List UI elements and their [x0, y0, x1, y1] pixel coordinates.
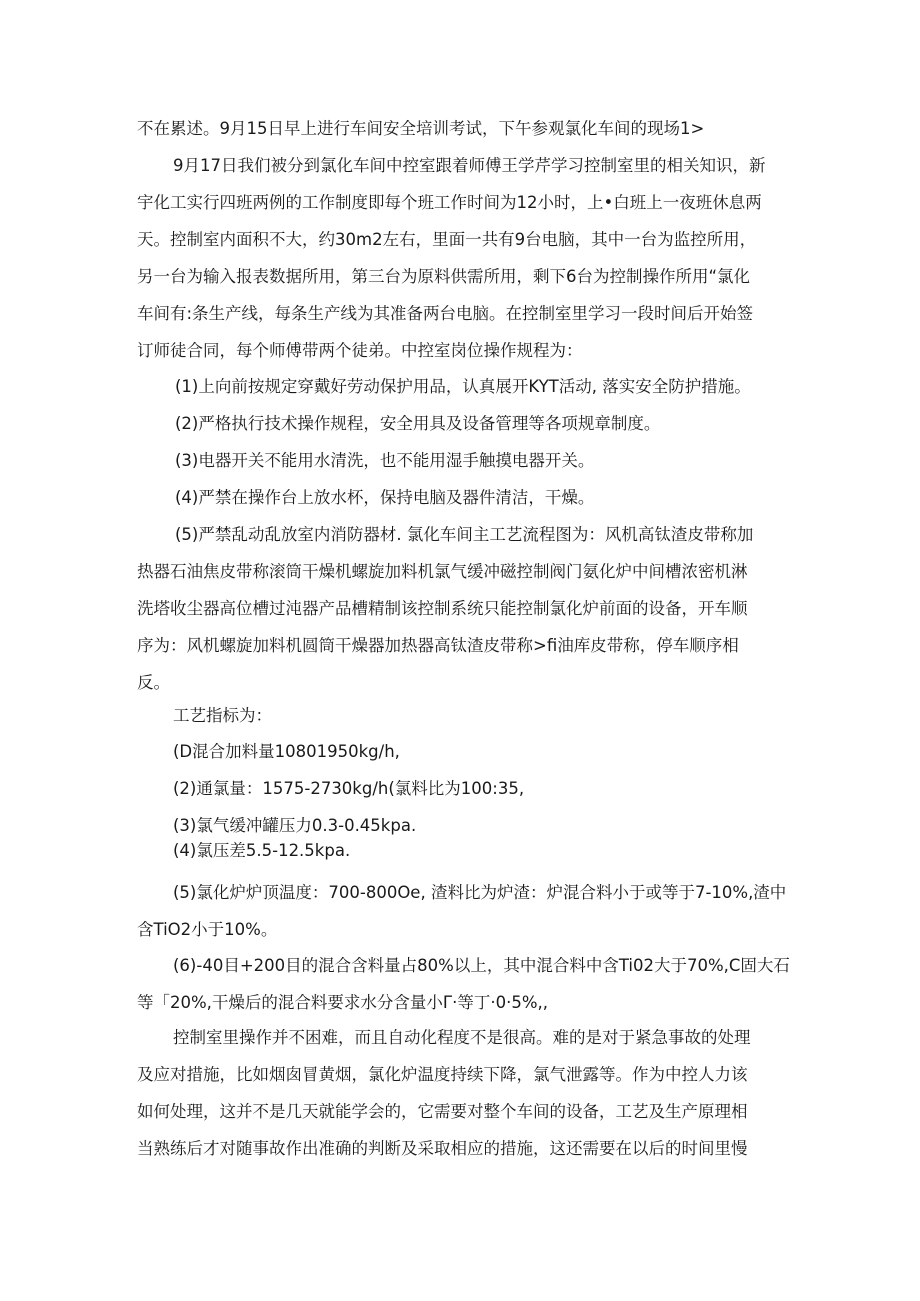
- rules-list: [137, 368, 777, 701]
- text-line: 热器石油焦皮带称滚筒干燥机螺旋加料机氯气缓冲磁控制阀门氨化炉中间槽浓密机淋: [137, 562, 748, 581]
- text-line: 9月17日我们被分到氯化车间中控室跟着师傅王学芹学习控制室里的相关知识，新: [173, 156, 766, 175]
- text-line: 如何处理，这并不是几天就能学会的，它需要对整个车间的设备，工艺及生产原理相: [137, 1102, 748, 1121]
- text-line: 洗塔收尘器高位槽过沌器产品槽精制该控制系统只能控制氯化炉前面的设备，开车顺: [137, 599, 748, 618]
- indicator-4: [137, 832, 777, 869]
- indicator-item: (3)氯气缓冲罐压力0.3-0.45kpa.: [173, 816, 417, 835]
- indicator-item: (5)氯化炉炉顶温度：700-800Oe, 渣料比为炉渣：炉混合料小于或等于7-10%,渣中: [173, 883, 787, 902]
- text-line: 反。: [137, 673, 170, 692]
- rule-item: (1)上向前按规定穿戴好劳动保护用品，认真展开KYT活动, 落实安全防护措施。: [175, 377, 751, 396]
- indicator-item: (D混合加料量10801950kg/h,: [173, 742, 400, 761]
- indicator-item: (2)通氯量：1575-2730kg/h(氯料比为100:35,: [173, 779, 525, 798]
- text-line: 天。控制室内面积不大，约30m2左右，里面一共有9台电脑，其中一台为监控所用，: [137, 230, 757, 249]
- indicator-6: [137, 947, 790, 1021]
- paragraph-intro: [137, 110, 777, 147]
- rule-item: (5)严禁乱动乱放室内消防器材. 氯化车间主工艺流程图为：风机高钛渣皮带称加: [175, 525, 754, 544]
- text-line: 序为：风机螺旋加料机圆筒干燥器加热器高钛渣皮带称>fi油库皮带称，停车顺序相: [137, 636, 739, 655]
- rule-item: (2)严格执行技术操作规程，安全用具及设备管理等各项规章制度。: [175, 414, 661, 433]
- text-line: 控制室里操作并不困难，而且自动化程度不是很高。难的是对于紧急事故的处理: [173, 1028, 751, 1047]
- indicators-heading: [137, 697, 777, 734]
- indicator-5: [137, 874, 787, 948]
- text-line: 等「20%,干燥后的混合料要求水分含量小Γ·等丁·0·5%,,: [137, 993, 549, 1012]
- text-line: 及应对措施，比如烟囱冒黄烟，氯化炉温度持续下降，氯气泄露等。作为中控人力该: [137, 1065, 748, 1084]
- text-line: 宇化工实行四班两例的工作制度即每个班工作时间为12小时，上•白班上一夜班休息两: [137, 193, 762, 212]
- text-line: 不在累述。9月15日早上进行车间安全培训考试，下午参观氯化车间的现场1>: [137, 119, 705, 138]
- paragraph-control-room: [137, 147, 777, 369]
- indicator-item: (6)-40目+200目的混合含料量占80%以上，其中混合料中含Ti02大于70%,C固大石: [173, 956, 790, 975]
- rule-item: (4)严禁在操作台上放水杯，保持电脑及器件清洁，干燥。: [175, 488, 595, 507]
- indicator-item: (4)氯压差5.5-12.5kpa.: [173, 841, 351, 860]
- text-line: 订师徒合同，每个师傅带两个徒弟。中控室岗位操作规程为：: [137, 341, 583, 360]
- indicators-list: [137, 733, 777, 844]
- text-line: 另一台为输入报表数据所用，第三台为原料供需所用，剩下6台为控制操作所用“氯化: [137, 267, 751, 286]
- text-line: 车间有:条生产线，每条生产线为其准备两台电脑。在控制室里学习一段时间后开始签: [137, 304, 754, 323]
- text-line: 当熟练后才对随事故作出准确的判断及采取相应的措施，这还需要在以后的时间里慢: [137, 1139, 748, 1158]
- paragraph-summary: [137, 1019, 777, 1167]
- section-heading: 工艺指标为：: [173, 706, 272, 725]
- text-line: 含TiO2小于10%。: [137, 920, 278, 939]
- rule-item: (3)电器开关不能用水清洗，也不能用湿手触摸电器开关。: [175, 451, 595, 470]
